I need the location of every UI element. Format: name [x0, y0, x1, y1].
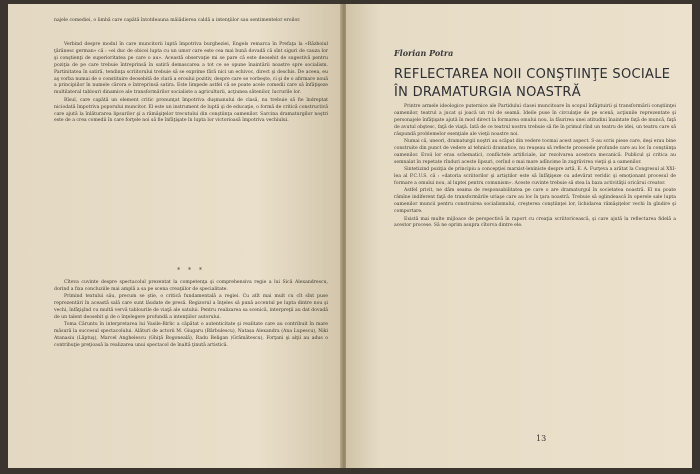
left-top-paragraph [54, 18, 328, 25]
book-spread [8, 4, 692, 468]
section-divider: * * * [177, 267, 205, 274]
article-paragraph: Sintetizind poziţia de principiu a concepţiei marxist-leniniste despre artă, E. A. Furţeva a arătat la Congresul al XXI-lea al P.C.U.S. că : «datoria scriitorilor şi artiştilor este să înfăţişeze cu adevărat veridic şi emoţionant procesul de formare a omului nou, al luptei pentru comunism». Aceste cuvinte trebuie să stea la baza activităţii oricărui creator. [394, 167, 676, 186]
article-paragraph: Există mai multe mijloace de perspectivă în raport cu creaţia scriitoricească, şi care ajută la reflectarea fidelă a acestor procese. Să ne oprim asupra cîtorva dintre ele. [394, 216, 676, 229]
article-paragraph: Astfel privit, ne dăm seama de responsabilitatea pe care o are dramaturgul în societatea noastră. El nu poate rămîne indiferent faţă de transformările uriaşe care au loc în ţara noastră. Trebuie să oglindească în operele sale lupta oamenilor muncii pentru construirea socialismului, creşterea conştiinţei lor, lichidarea rămăşiţelor vechi în gîndire şi comportare. [394, 188, 676, 215]
left-section-1 [54, 42, 328, 126]
left-s2-paragraph: Primind textului său, precum se ştie, o critică fundamentală a regiei. Cu atît mai mult cu cît sînt puse reprezentări în această sală care sunt lăudate de presă. Regizorul a înţeles să pună accentul pe lupta dintre nou şi vechi, înfăţişînd cu multă vervă tablourile de viaţă ale satului. Pentru realizarea sa scenică, interpreţii au dat dovadă de un talent deosebit şi de o înţelegere profundă a intenţiilor autorului. [54, 294, 328, 321]
title-line: REFLECTAREA NOII CONŞTIINŢE SOCIALE [394, 67, 671, 82]
author-name: Florian Potra [394, 48, 454, 58]
left-top-text: najele comediei, o limbă care capătă întotdeauna măiădierea caldă a intenţiilor sau sentimentelor eroilor. [54, 18, 301, 23]
left-page [8, 4, 342, 468]
page-number: 13 [536, 434, 547, 443]
article-body [394, 104, 676, 231]
title-line: ÎN DRAMATURGIA NOASTRĂ [394, 85, 581, 100]
article-paragraph: Printre armele ideologice puternice ale Partidului clasei muncitoare în scopul înfăptuirii şi transformării conştiinţei oamenilor, teatrul a jucat şi joacă un rol de seamă. Ideile puse în circulaţie de pe scenă, acţiunile reprezentate şi personajele înfăţişate ajută în mod direct la formarea omului nou, la făurirea unei atitudini înaintate faţă de muncă, faţă de avutul obştesc, faţă de viaţă. Iată de ce teatrul nostru trebuie să fie în primul rînd un teatru de idei, un teatru care să răspundă problemelor esenţiale ale vieţii noastre noi. [394, 104, 676, 137]
left-s1-paragraph: Rîsul, care capătă un element critic pronunţat împotriva duşmanului de clasă, nu trebuie să fie îndreptat niciodată împotriva poporului muncitor. El este un instrument de luptă şi de educaţie, o formă de critică constructivă care ajută la înlăturarea lipsurilor şi a rămăşiţelor trecutului din conştiinţa oamenilor. Sarcina dramaturgilor noştri este de a crea comedii în care forţele noi să fie înfăţişate în lupta lor victorioasă împotriva vechiului. [54, 97, 328, 124]
left-s2-paragraph: Toma Căruntu în interpretarea lui Vasile-Birlic a căpătat o autenticitate şi realitate care au contribuit în mare măsură la succesul spectacolului. Alături de actorii M. Giugaru (Bărbulescu), Natașa Alexandra (Ana Lupescu), Niki Atanasiu (Lăptuş), Marcel Anghelescu (Ghiţă Bogoneală), Radu Beligan (Grămătescu), Forţani şi alţii au adus o contribuţie preţioasă la realizarea unui spectacol de înaltă ţinută artistică. [54, 322, 328, 349]
left-s2-paragraph: Cîteva cuvinte despre spectacolul prezentat la competenţa şi comprehensiva regie a lui Sică Alexandrescu, dorind a fixa concluziile mai amplă a sa pe scena creaţiilor de specialitate. [54, 280, 328, 292]
left-section-2 [54, 280, 328, 351]
right-page [346, 4, 692, 468]
left-s1-paragraph: Verbind despre modul în care muncitorii luptă împotriva burgheziei, Engels remarca în Prefaţa la «Războiul ţărănesc german» că : «ei duc de obicei lupta cu un umor care este cea mai bună dovadă că sînt siguri de cauza lor şi conştienţi de superioritatea pe care o au». Această observaţie mi se pare că este deosebit de sugestivă pentru poziţia de pe care trebuie întreprinsă în satiră demascarea a tot ce se opune înaintării noastre spre socialism. Partinitatea în satiră, tendinţa scriitorului trebuie să se exprime fără nici un echivoc, direct şi deschis. De aceea, eu aş vorba numai de o constituire deosebită de clară a eroului pozitiv, despre care se vorbeşte, ci şi de o afirmare nouă a principiilor în numele cărora e întreprinsă satira. Este limpede astfel că se poate acele comedii care să înfăţişeze multilateral tablouri dinamice ale transformărilor socialiste a agriculturii, acţiunea sătenilor, lucrurile lor. [54, 42, 328, 96]
article-title [394, 66, 684, 102]
article-paragraph: Numai că, uneori, dramaturgii noştri au scăpat din vedere tocmai acest aspect. S-au scris piese care, deşi erau bine construite din punct de vedere al tehnicii dramatice, nu reuşeau să reflecte procesele profunde care au loc în conştiinţa oamenilor. Eroii lor erau schematici, conflictele artificiale, iar rezolvarea acestora mecanică. Publicul şi critica au semnalat în repetate rînduri aceste lipsuri, cerînd o mai mare adîncime în zugrăvirea vieţii şi a oamenilor. [394, 139, 676, 165]
